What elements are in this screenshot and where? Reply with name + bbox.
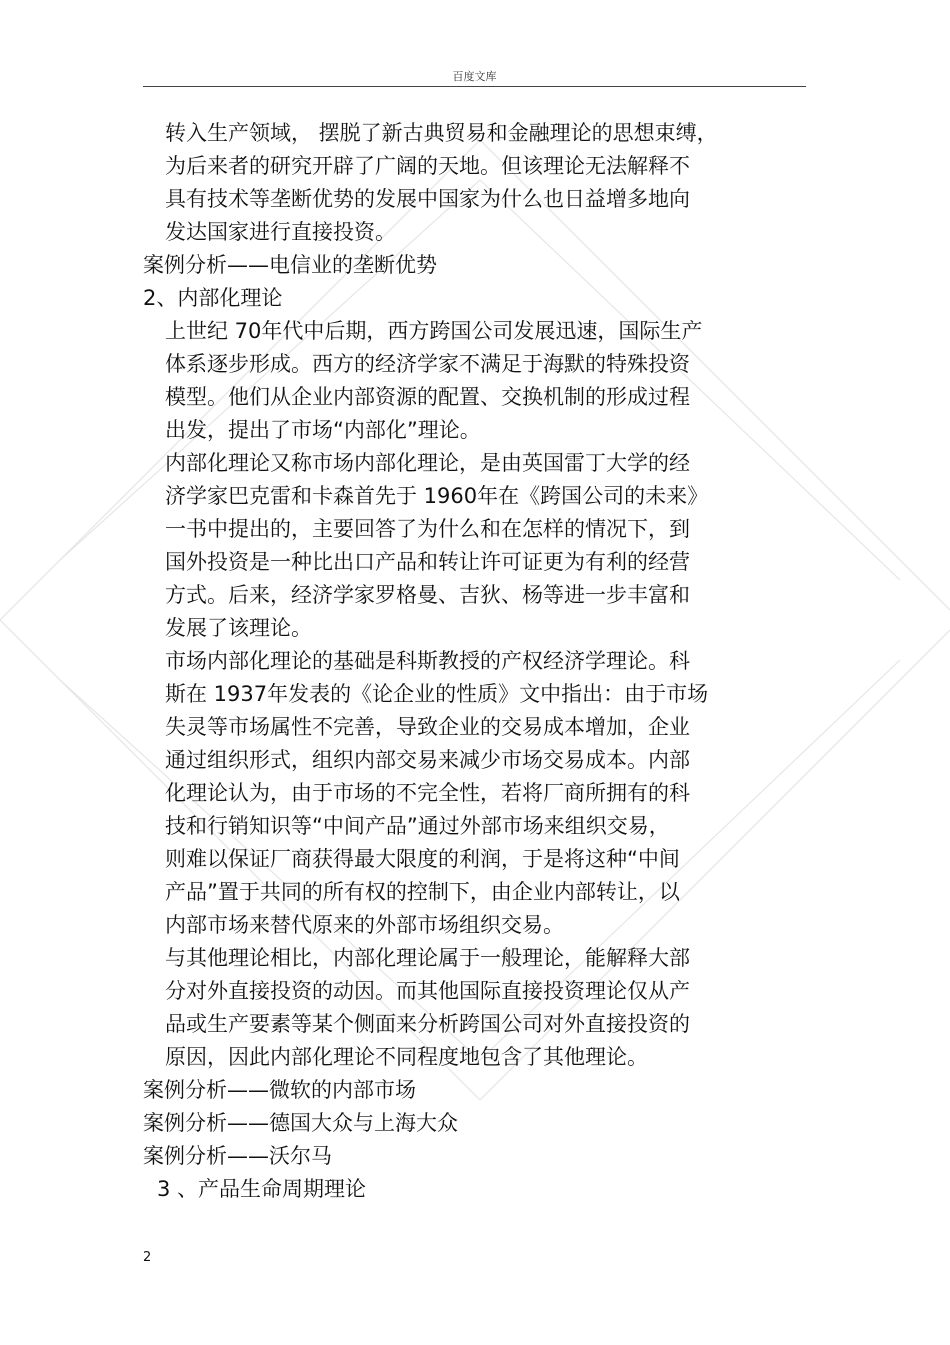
paragraph-line: 发展了该理论。 [165,616,312,640]
paragraph-line: 斯在 1937年发表的《论企业的性质》文中指出：由于市场 [165,682,709,706]
paragraph-line: 方式。后来，经济学家罗格曼、吉狄、杨等进一步丰富和 [165,583,690,607]
page-header [143,66,806,87]
paragraph-line: 分对外直接投资的动因。而其他国际直接投资理论仅从产 [165,979,690,1003]
paragraph-line: 具有技术等垄断优势的发展中国家为什么也日益增多地向 [165,187,690,211]
paragraph-line: 原因，因此内部化理论不同程度地包含了其他理论。 [165,1045,648,1069]
case-heading: 案例分析——微软的内部市场 [143,1078,416,1102]
paragraph-line: 济学家巴克雷和卡森首先于 1960年在《跨国公司的未来》 [165,484,709,508]
paragraph-line: 上世纪 70年代中后期，西方跨国公司发展迅速，国际生产 [165,319,703,343]
section-heading: 2、内部化理论 [143,286,283,310]
case-heading: 案例分析——德国大众与上海大众 [143,1111,458,1135]
paragraph-line: 通过组织形式，组织内部交易来减少市场交易成本。内部 [165,748,690,772]
paragraph-line: 化理论认为，由于市场的不完全性，若将厂商所拥有的科 [165,781,690,805]
paragraph-line: 模型。他们从企业内部资源的配置、交换机制的形成过程 [165,385,690,409]
paragraph-line: 内部市场来替代原来的外部市场组织交易。 [165,913,564,937]
paragraph-line: 转入生产领域， 摆脱了新古典贸易和金融理论的思想束缚， [165,121,718,145]
paragraph-line: 产品”置于共同的所有权的控制下，由企业内部转让，以 [165,880,680,904]
paragraph-line: 市场内部化理论的基础是科斯教授的产权经济学理论。科 [165,649,690,673]
header-title: 百度文库 [452,70,497,83]
case-heading: 案例分析——沃尔马 [143,1144,332,1168]
paragraph-line: 为后来者的研究开辟了广阔的天地。但该理论无法解释不 [165,154,690,178]
case-heading: 案例分析——电信业的垄断优势 [143,253,437,277]
page-number: 2 [143,1250,152,1265]
paragraph-line: 体系逐步形成。西方的经济学家不满足于海默的特殊投资 [165,352,690,376]
paragraph-line: 技和行销知识等“中间产品”通过外部市场来组织交易， [165,814,670,838]
paragraph-line: 内部化理论又称市场内部化理论，是由英国雷丁大学的经 [165,451,690,475]
paragraph-line: 一书中提出的，主要回答了为什么和在怎样的情况下，到 [165,517,690,541]
paragraph-line: 出发，提出了市场“内部化”理论。 [165,418,481,442]
paragraph-line: 失灵等市场属性不完善，导致企业的交易成本增加，企业 [165,715,690,739]
paragraph-line: 品或生产要素等某个侧面来分析跨国公司对外直接投资的 [165,1012,690,1036]
paragraph-line: 国外投资是一种比出口产品和转让许可证更为有利的经营 [165,550,690,574]
paragraph-line: 发达国家进行直接投资。 [165,220,396,244]
paragraph-line: 与其他理论相比，内部化理论属于一般理论，能解释大部 [165,946,690,970]
paragraph-line: 则难以保证厂商获得最大限度的利润，于是将这种“中间 [165,847,680,871]
section-heading: 3 、产品生命周期理论 [157,1177,367,1201]
document-body [143,117,783,1206]
